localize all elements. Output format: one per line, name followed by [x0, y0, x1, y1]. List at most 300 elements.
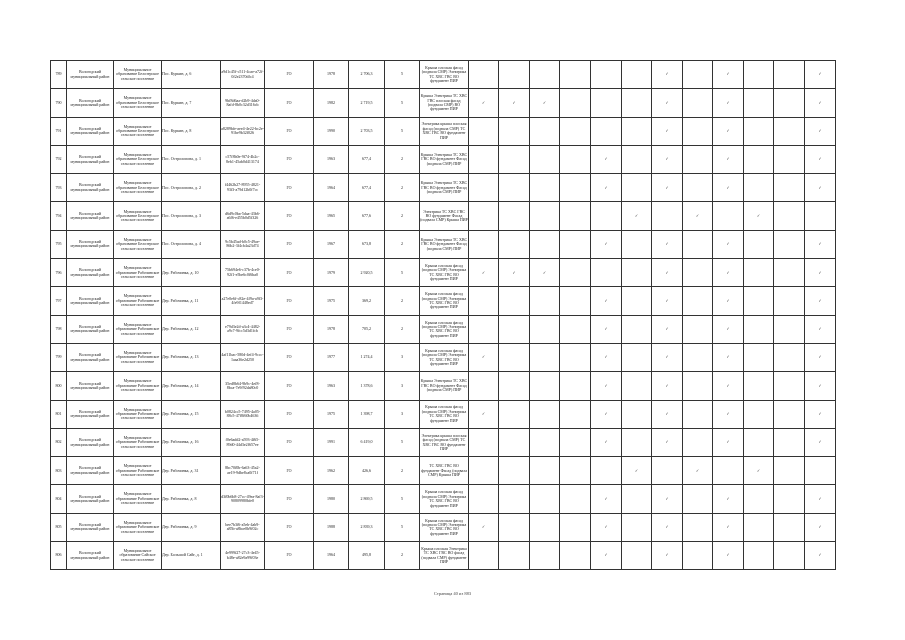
works-list: ТС ХВС ГВС ВО фундамент Фасад (подвала СМР) Крыша ПИР [420, 457, 469, 485]
municipality-name: Муниципальное образование Сайское сельское поселение [114, 542, 162, 570]
empty-cell [560, 287, 591, 315]
empty-cell [530, 315, 560, 343]
check-mark-icon: ✓ [652, 61, 683, 89]
address: Дер. Рабочинка, д. 13 [162, 343, 221, 371]
total-area: 2 706,3 [349, 61, 385, 89]
empty-cell [530, 457, 560, 485]
address: Дер. Рабочинка, д. 31 [162, 457, 221, 485]
check-mark-icon: ✓ [469, 259, 499, 287]
check-mark-icon: ✓ [591, 174, 622, 202]
total-area: 677,4 [349, 145, 385, 173]
check-mark-icon: ✓ [469, 89, 499, 117]
check-mark-icon: ✓ [805, 174, 836, 202]
row-number: 798 [51, 315, 67, 343]
empty-cell [622, 343, 652, 371]
works-list: Крыша плоская фасад (подвала СМР) Электрика ТС ХВС ГВС ВО фундамент ПИР [420, 400, 469, 428]
municipality-name: Муниципальное образование Белозерское сельское поселение [114, 230, 162, 258]
empty-cell [469, 174, 499, 202]
check-mark-icon: ✓ [469, 513, 499, 541]
empty-cell [652, 202, 683, 230]
ownership-kind: ГО [265, 174, 314, 202]
empty-cell [560, 174, 591, 202]
check-mark-icon: ✓ [622, 457, 652, 485]
empty-cell [744, 428, 774, 456]
check-mark-icon: ✓ [744, 457, 774, 485]
house-id: 4e999f27-27c3-4e45-b48e-a82e9a99f03e [221, 542, 265, 570]
check-mark-icon: ✓ [805, 117, 836, 145]
check-mark-icon: ✓ [805, 400, 836, 428]
works-list: Крыша плоская фасад (подвала СМР) Электрика ТС ХВС ГВС ВО фундамент ПИР [420, 513, 469, 541]
address: Дер. Рабочинка, д. 16 [162, 428, 221, 456]
district-name: Вологодский муниципальный район [67, 174, 114, 202]
floor-count: 5 [385, 61, 420, 89]
row-number: 789 [51, 61, 67, 89]
empty-cell [683, 61, 713, 89]
house-id: 9c5b45ad-b0c5-49ae-86b2-3f4cb4a23d74 [221, 230, 265, 258]
empty-cell [683, 145, 713, 173]
empty-cell [560, 457, 591, 485]
works-list: Крыша Электрика ТС ХВС ГВС ВО фундамент Фасад (подвала СМР) ПИР [420, 230, 469, 258]
empty-cell [683, 400, 713, 428]
empty-cell [774, 117, 805, 145]
floor-count: 5 [385, 259, 420, 287]
check-mark-icon: ✓ [652, 400, 683, 428]
check-mark-icon: ✓ [713, 428, 744, 456]
check-mark-icon: ✓ [652, 343, 683, 371]
ownership-kind: ГО [265, 372, 314, 400]
empty-cell [499, 315, 530, 343]
build-year: 1963 [314, 145, 349, 173]
empty-cell [530, 513, 560, 541]
works-list: Электрика крыша плоская фасад (подвала СМР) ТС ХВС ГВС ВО фундамент ПИР [420, 117, 469, 145]
total-area: 677,6 [349, 202, 385, 230]
works-list: Крыша Электрика ТС ХВС ГВС ВО фундамент Фасад (подвала СМР) ПИР [420, 372, 469, 400]
check-mark-icon: ✓ [530, 89, 560, 117]
district-name: Вологодский муниципальный район [67, 400, 114, 428]
empty-cell [560, 145, 591, 173]
empty-cell [744, 174, 774, 202]
total-area: 495,8 [349, 542, 385, 570]
empty-cell [530, 542, 560, 570]
empty-cell [774, 202, 805, 230]
address: Дер. Рабочинка, д. 14 [162, 372, 221, 400]
check-mark-icon: ✓ [530, 259, 560, 287]
empty-cell [744, 485, 774, 513]
empty-cell [499, 343, 530, 371]
empty-cell [560, 259, 591, 287]
empty-cell [744, 61, 774, 89]
house-id: f4462b27-8955-4821-93f3-a79d12b0f7cc [221, 174, 265, 202]
ownership-kind: ГО [265, 400, 314, 428]
municipality-name: Муниципальное образование Белозерское сельское поселение [114, 202, 162, 230]
empty-cell [469, 457, 499, 485]
check-mark-icon: ✓ [591, 372, 622, 400]
floor-count: 5 [385, 117, 420, 145]
empty-cell [560, 315, 591, 343]
empty-cell [560, 400, 591, 428]
check-mark-icon: ✓ [713, 89, 744, 117]
address: Пос. Куркин, д. 7 [162, 89, 221, 117]
check-mark-icon: ✓ [805, 230, 836, 258]
empty-cell [683, 174, 713, 202]
empty-cell [713, 202, 744, 230]
ownership-kind: ГО [265, 485, 314, 513]
row-number: 802 [51, 428, 67, 456]
check-mark-icon: ✓ [683, 457, 713, 485]
empty-cell [744, 230, 774, 258]
check-mark-icon: ✓ [652, 315, 683, 343]
floor-count: 2 [385, 202, 420, 230]
empty-cell [774, 428, 805, 456]
floor-count: 5 [385, 485, 420, 513]
empty-cell [530, 372, 560, 400]
total-area: 2 920,5 [349, 259, 385, 287]
empty-cell [774, 174, 805, 202]
house-id: 75b694e6-c37b-4ce0-92f1-e5be6c0f6ba0 [221, 259, 265, 287]
empty-cell [530, 485, 560, 513]
table-row [51, 174, 836, 202]
address: Пос. Остролопова, д. 3 [162, 202, 221, 230]
district-name: Вологодский муниципальный район [67, 117, 114, 145]
empty-cell [622, 174, 652, 202]
check-mark-icon: ✓ [713, 230, 744, 258]
empty-cell [499, 513, 530, 541]
empty-cell [560, 89, 591, 117]
empty-cell [560, 117, 591, 145]
empty-cell [499, 400, 530, 428]
empty-cell [683, 485, 713, 513]
table-row [51, 145, 836, 173]
works-list: Крыша плоская фасад (подвала СМР) Электрика ТС ХВС ГВС ВО фундамент ПИР [420, 315, 469, 343]
house-id: 8bc70f0b-6a63-45a2-ae19-9dbe8ca0f71f [221, 457, 265, 485]
district-name: Вологодский муниципальный район [67, 89, 114, 117]
empty-cell [622, 61, 652, 89]
empty-cell [530, 202, 560, 230]
check-mark-icon: ✓ [683, 202, 713, 230]
ownership-kind: ГО [265, 428, 314, 456]
row-number: 800 [51, 372, 67, 400]
empty-cell [469, 485, 499, 513]
municipality-name: Муниципальное образование Рабочинское сельское поселение [114, 315, 162, 343]
table-row [51, 315, 836, 343]
district-name: Вологодский муниципальный район [67, 485, 114, 513]
empty-cell [622, 315, 652, 343]
build-year: 1965 [314, 202, 349, 230]
empty-cell [774, 89, 805, 117]
floor-count: 2 [385, 287, 420, 315]
build-year: 1979 [314, 259, 349, 287]
empty-cell [469, 287, 499, 315]
row-number: 799 [51, 343, 67, 371]
ownership-kind: ГО [265, 457, 314, 485]
house-id: f0e6add2-a593-4f65-89d0-44d3e2f657ee [221, 428, 265, 456]
check-mark-icon: ✓ [805, 372, 836, 400]
build-year: 1964 [314, 174, 349, 202]
empty-cell [622, 400, 652, 428]
empty-cell [530, 343, 560, 371]
empty-cell [683, 513, 713, 541]
table-row [51, 457, 836, 485]
municipality-name: Муниципальное образование Рабочинское сельское поселение [114, 485, 162, 513]
ownership-kind: ГО [265, 259, 314, 287]
district-name: Вологодский муниципальный район [67, 145, 114, 173]
empty-cell [774, 343, 805, 371]
check-mark-icon: ✓ [591, 287, 622, 315]
empty-cell [469, 145, 499, 173]
floor-count: 2 [385, 542, 420, 570]
house-id: a27e0e6f-c82e-4f9a-a9f3-4fe9f1448ed7 [221, 287, 265, 315]
register-table [50, 60, 836, 570]
empty-cell [805, 202, 836, 230]
check-mark-icon: ✓ [805, 542, 836, 570]
empty-cell [774, 145, 805, 173]
empty-cell [744, 343, 774, 371]
works-list: Крыша плоская фасад (подвала СМР) Электрика ТС ХВС ГВС ВО фундамент ПИР [420, 287, 469, 315]
row-number: 793 [51, 174, 67, 202]
empty-cell [499, 230, 530, 258]
check-mark-icon: ✓ [713, 513, 744, 541]
total-area: 705,2 [349, 315, 385, 343]
empty-cell [683, 428, 713, 456]
house-id: c57f8b0e-9f74-4b2c-8eb1-45ab0d413174 [221, 145, 265, 173]
empty-cell [744, 287, 774, 315]
ownership-kind: ГО [265, 61, 314, 89]
row-number: 794 [51, 202, 67, 230]
empty-cell [744, 315, 774, 343]
build-year: 1975 [314, 287, 349, 315]
empty-cell [469, 315, 499, 343]
floor-count: 2 [385, 457, 420, 485]
table-row [51, 89, 836, 117]
address: Пос. Остролопова, д. 4 [162, 230, 221, 258]
check-mark-icon: ✓ [469, 400, 499, 428]
municipality-name: Муниципальное образование Белозерское сельское поселение [114, 145, 162, 173]
empty-cell [591, 89, 622, 117]
empty-cell [560, 343, 591, 371]
check-mark-icon: ✓ [713, 287, 744, 315]
row-number: 797 [51, 287, 67, 315]
empty-cell [774, 542, 805, 570]
check-mark-icon: ✓ [713, 145, 744, 173]
empty-cell [683, 343, 713, 371]
house-id: 35ed8b64-9b9c-4ef8-8bca-7e9f92da80c0 [221, 372, 265, 400]
empty-cell [530, 287, 560, 315]
empty-cell [499, 372, 530, 400]
check-mark-icon: ✓ [713, 315, 744, 343]
district-name: Вологодский муниципальный район [67, 230, 114, 258]
check-mark-icon: ✓ [805, 513, 836, 541]
table-row [51, 202, 836, 230]
works-list: Крыша плоская фасад (подвала СМР) Электрика ТС ХВС ГВС ВО фундамент ПИР [420, 61, 469, 89]
ownership-kind: ГО [265, 89, 314, 117]
empty-cell [744, 145, 774, 173]
row-number: 790 [51, 89, 67, 117]
empty-cell [469, 230, 499, 258]
house-id: d6d9c0ba-5daa-43b6-a6f6-e455b0d5f326 [221, 202, 265, 230]
check-mark-icon: ✓ [652, 513, 683, 541]
empty-cell [774, 457, 805, 485]
house-id: a8289bfe-aee4-4e22-bc2e-91be9b32f026 [221, 117, 265, 145]
page-footer: Страница 40 из 883 [433, 591, 472, 596]
house-id: b0824cc5-7495-4a05-88c5-47f8f60b4636 [221, 400, 265, 428]
check-mark-icon: ✓ [652, 230, 683, 258]
works-list: Крыша плоская фасад (подвала СМР) Электрика ТС ХВС ГВС ВО фундамент ПИР [420, 343, 469, 371]
check-mark-icon: ✓ [591, 485, 622, 513]
check-mark-icon: ✓ [805, 61, 836, 89]
empty-cell [591, 457, 622, 485]
total-area: 2 869,5 [349, 485, 385, 513]
empty-cell [622, 485, 652, 513]
check-mark-icon: ✓ [713, 117, 744, 145]
check-mark-icon: ✓ [805, 145, 836, 173]
empty-cell [774, 287, 805, 315]
build-year: 1977 [314, 343, 349, 371]
ownership-kind: ГО [265, 513, 314, 541]
check-mark-icon: ✓ [652, 485, 683, 513]
row-number: 805 [51, 513, 67, 541]
floor-count: 5 [385, 513, 420, 541]
district-name: Вологодский муниципальный район [67, 61, 114, 89]
empty-cell [774, 315, 805, 343]
empty-cell [774, 513, 805, 541]
empty-cell [530, 230, 560, 258]
empty-cell [469, 372, 499, 400]
works-list: Крыша плоская фасад (подвала СМР) Электрика ТС ХВС ГВС ВО фундамент ПИР [420, 259, 469, 287]
empty-cell [530, 428, 560, 456]
floor-count: 2 [385, 145, 420, 173]
empty-cell [744, 513, 774, 541]
build-year: 1978 [314, 315, 349, 343]
municipality-name: Муниципальное образование Белозерское сельское поселение [114, 89, 162, 117]
empty-cell [499, 117, 530, 145]
empty-cell [499, 428, 530, 456]
empty-cell [774, 230, 805, 258]
house-id: e79d3e2d-a3c4-4482-a9c7-9fcc5d3d1fcb [221, 315, 265, 343]
check-mark-icon: ✓ [652, 145, 683, 173]
build-year: 1964 [314, 542, 349, 570]
floor-count: 5 [385, 428, 420, 456]
check-mark-icon: ✓ [499, 259, 530, 287]
empty-cell [774, 61, 805, 89]
ownership-kind: ГО [265, 145, 314, 173]
empty-cell [499, 145, 530, 173]
empty-cell [683, 89, 713, 117]
empty-cell [622, 428, 652, 456]
district-name: Вологодский муниципальный район [67, 315, 114, 343]
check-mark-icon: ✓ [591, 428, 622, 456]
check-mark-icon: ✓ [652, 542, 683, 570]
municipality-name: Муниципальное образование Рабочинское сельское поселение [114, 457, 162, 485]
row-number: 803 [51, 457, 67, 485]
empty-cell [744, 89, 774, 117]
empty-cell [774, 372, 805, 400]
floor-count: 5 [385, 89, 420, 117]
empty-cell [683, 315, 713, 343]
table-row [51, 61, 836, 89]
empty-cell [744, 259, 774, 287]
total-area: 1 378,6 [349, 372, 385, 400]
address: Дер. Большой Сайг, д. 1 [162, 542, 221, 570]
check-mark-icon: ✓ [469, 343, 499, 371]
row-number: 806 [51, 542, 67, 570]
municipality-name: Муниципальное образование Белозерское сельское поселение [114, 61, 162, 89]
build-year: 1991 [314, 428, 349, 456]
empty-cell [622, 287, 652, 315]
check-mark-icon: ✓ [591, 513, 622, 541]
address: Дер. Рабочинка, д. 8 [162, 485, 221, 513]
empty-cell [530, 174, 560, 202]
empty-cell [683, 372, 713, 400]
municipality-name: Муниципальное образование Рабочинское сельское поселение [114, 513, 162, 541]
empty-cell [560, 542, 591, 570]
check-mark-icon: ✓ [622, 202, 652, 230]
empty-cell [469, 202, 499, 230]
table-row [51, 428, 836, 456]
empty-cell [591, 61, 622, 89]
total-area: 2 719,5 [349, 89, 385, 117]
floor-count: 3 [385, 372, 420, 400]
check-mark-icon: ✓ [652, 428, 683, 456]
table-row [51, 513, 836, 541]
empty-cell [713, 457, 744, 485]
address: Дер. Рабочинка, д. 12 [162, 315, 221, 343]
build-year: 1963 [314, 372, 349, 400]
total-area: 1 274,4 [349, 343, 385, 371]
municipality-name: Муниципальное образование Белозерское сельское поселение [114, 117, 162, 145]
district-name: Вологодский муниципальный район [67, 259, 114, 287]
empty-cell [499, 202, 530, 230]
empty-cell [622, 89, 652, 117]
check-mark-icon: ✓ [713, 542, 744, 570]
empty-cell [469, 117, 499, 145]
district-name: Вологодский муниципальный район [67, 428, 114, 456]
total-area: 426,6 [349, 457, 385, 485]
empty-cell [591, 259, 622, 287]
empty-cell [591, 117, 622, 145]
empty-cell [591, 202, 622, 230]
ownership-kind: ГО [265, 230, 314, 258]
table-row [51, 400, 836, 428]
empty-cell [530, 117, 560, 145]
check-mark-icon: ✓ [805, 343, 836, 371]
house-id: d3f0b6b8-27cc-49ea-8af3-90809980bfe0 [221, 485, 265, 513]
empty-cell [683, 230, 713, 258]
address: Дер. Рабочинка, д. 9 [162, 513, 221, 541]
check-mark-icon: ✓ [652, 117, 683, 145]
municipality-name: Муниципальное образование Рабочинское сельское поселение [114, 259, 162, 287]
row-number: 796 [51, 259, 67, 287]
floor-count: 2 [385, 315, 420, 343]
empty-cell [622, 542, 652, 570]
ownership-kind: ГО [265, 542, 314, 570]
ownership-kind: ГО [265, 315, 314, 343]
build-year: 1962 [314, 457, 349, 485]
empty-cell [774, 259, 805, 287]
check-mark-icon: ✓ [652, 372, 683, 400]
empty-cell [530, 400, 560, 428]
works-list: Электрика крыша плоская фасад (подвала СМР) ТС ХВС ГВС ВО фундамент ПИР [420, 428, 469, 456]
table-row [51, 542, 836, 570]
check-mark-icon: ✓ [805, 287, 836, 315]
works-list: Крыша Электрика ТС ХВС ГВС ВО фундамент Фасад (подвала СМР) ПИР [420, 145, 469, 173]
empty-cell [683, 259, 713, 287]
empty-cell [560, 485, 591, 513]
check-mark-icon: ✓ [744, 202, 774, 230]
works-list: Крыша плоская Электрика ТС ХВС ГВС ВО фасад (подвала СМР) фундамент ПИР [420, 542, 469, 570]
empty-cell [469, 542, 499, 570]
empty-cell [652, 457, 683, 485]
total-area: 673,8 [349, 230, 385, 258]
